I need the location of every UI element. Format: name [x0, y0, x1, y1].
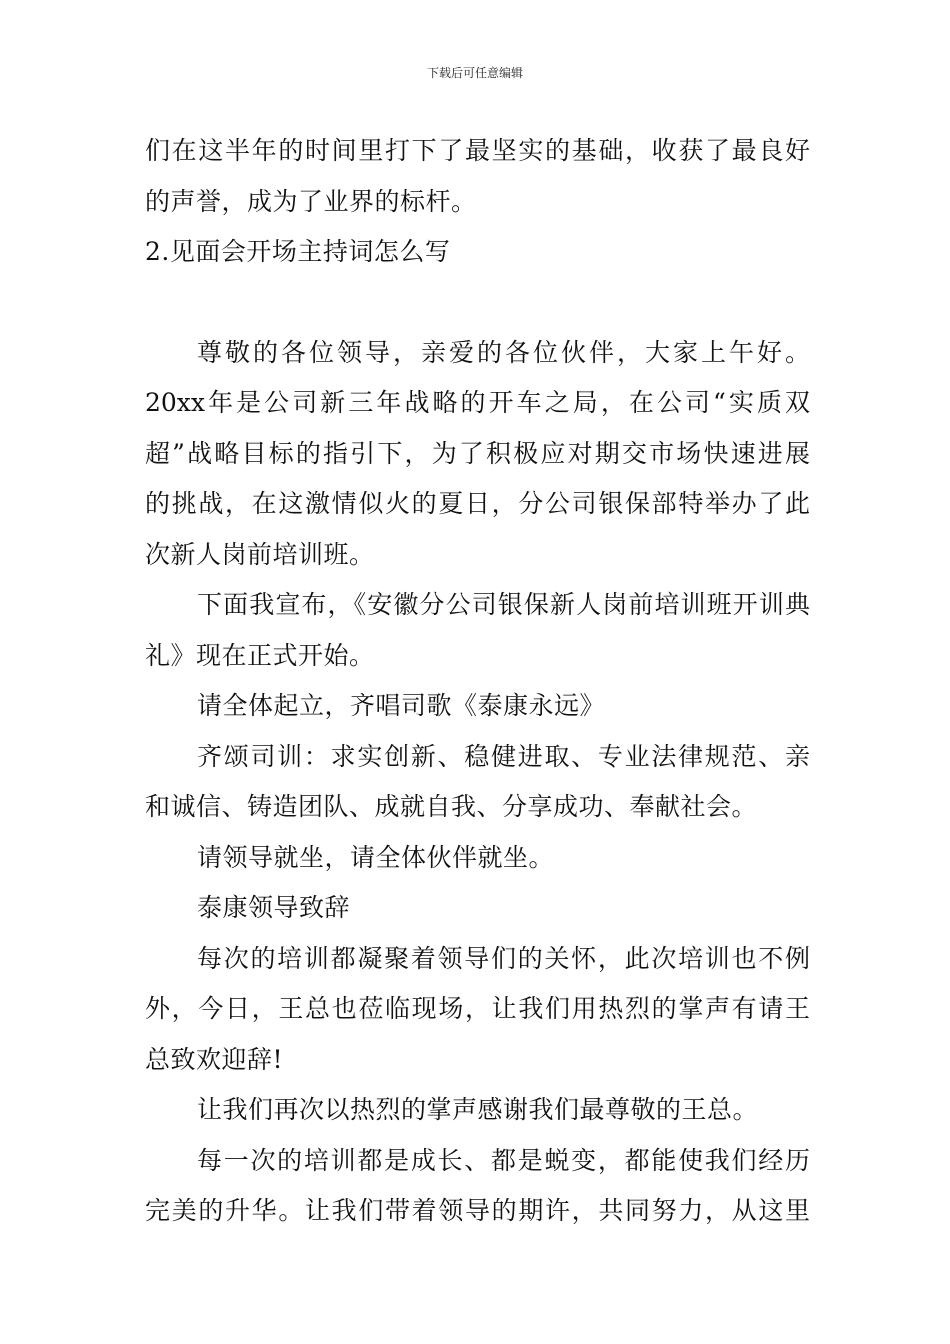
paragraph-line: 让我们再次以热烈的掌声感谢我们最尊敬的王总。 — [197, 1095, 759, 1124]
paragraph-line: 齐颂司训：求实创新、稳健进取、专业法律规范、亲 — [197, 741, 810, 771]
paragraph-line: 每次的培训都凝聚着领导们的关怀，此次培训也不例 — [197, 943, 810, 973]
paragraph-line: 20xx年是公司新三年战略的开车之局，在公司“实质双 — [145, 388, 810, 417]
paragraph-line: 尊敬的各位领导，亲爱的各位伙伴，大家上午好。 — [197, 337, 810, 367]
document-body — [145, 126, 810, 1237]
paragraph-line: 完美的升华。让我们带着领导的期许，共同努力，从这里 — [145, 1196, 810, 1225]
paragraph-line: 超”战略目标的指引下，为了积极应对期交市场快速进展 — [145, 438, 810, 468]
paragraph-line: 的声誉，成为了业界的标杆。 — [145, 186, 477, 216]
paragraph-line: 次新人岗前培训班。 — [145, 539, 375, 569]
paragraph-line: 请全体起立，齐唱司歌《泰康永远》 — [197, 691, 606, 720]
paragraph-line: 们在这半年的时间里打下了最坚实的基础，收获了最良好 — [145, 136, 810, 165]
paragraph-line: 泰康领导致辞 — [197, 893, 351, 922]
blank-gap — [145, 278, 810, 328]
paragraph-line: 下面我宣布，《安徽分公司银保新人岗前培训班开训典 — [197, 590, 810, 619]
page-header: 下载后可任意编辑 — [426, 66, 523, 80]
paragraph-line: 和诚信、铸造团队、成就自我、分享成功、奉献社会。 — [145, 792, 758, 821]
paragraph-line: 的挑战，在这激情似火的夏日，分公司银保部特举办了此 — [145, 489, 810, 518]
paragraph-line: 外，今日，王总也莅临现场，让我们用热烈的掌声有请王 — [145, 994, 810, 1023]
paragraph-line: 总致欢迎辞! — [145, 1044, 284, 1074]
paragraph-line: 礼》现在正式开始。 — [145, 640, 375, 670]
paragraph-line: 每一次的培训都是成长、都是蜕变，都能使我们经历 — [197, 1145, 810, 1175]
paragraph-line: 请领导就坐，请全体伙伴就坐。 — [197, 842, 555, 872]
section-heading: 2.见面会开场主持词怎么写 — [145, 237, 451, 266]
